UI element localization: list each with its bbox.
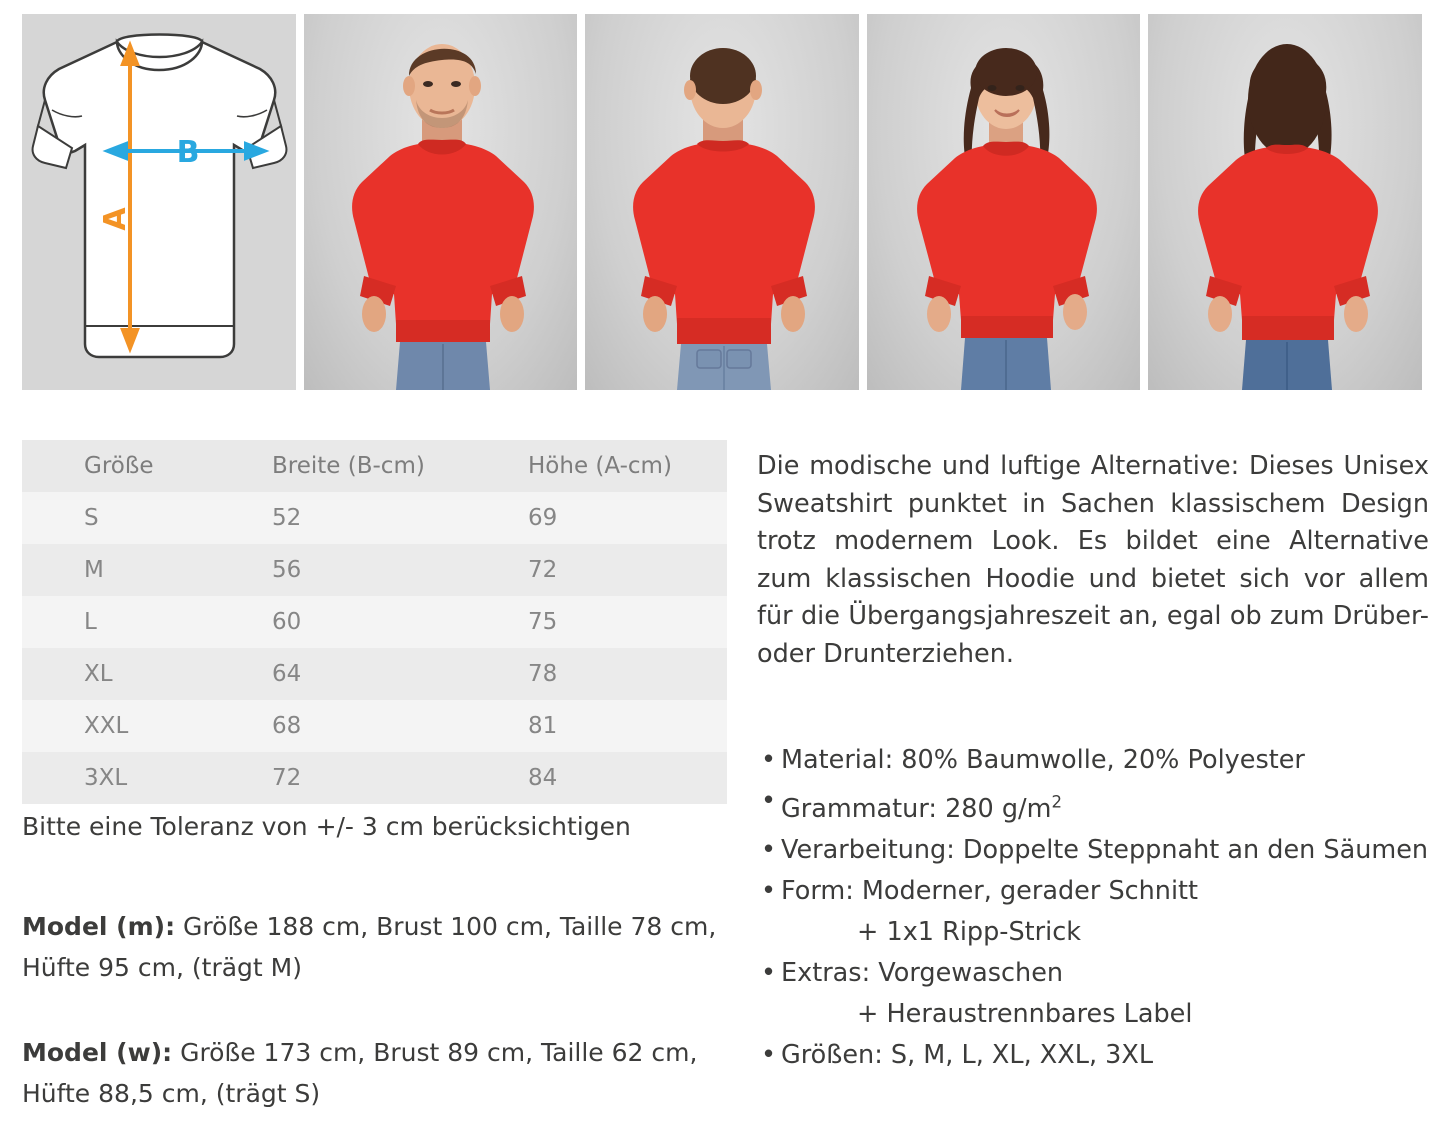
feature-item: • Material: 80% Baumwolle, 20% Polyester xyxy=(757,740,1437,781)
cell-height: 72 xyxy=(528,557,558,583)
cell-height: 75 xyxy=(528,609,558,635)
product-image-gallery xyxy=(22,14,1422,390)
gallery-item-model-female-front xyxy=(867,14,1141,390)
model-male-text: Größe 188 cm, Brust 100 cm, Taille 78 cm, Hüfte 95 cm, (trägt M) xyxy=(22,912,717,982)
header-size: Größe xyxy=(84,453,154,479)
header-width: Breite (B-cm) xyxy=(272,453,425,479)
gallery-item-technical-drawing xyxy=(22,14,296,390)
product-features xyxy=(757,740,1437,1076)
header-height: Höhe (A-cm) xyxy=(528,453,672,479)
gallery-item-model-female-back xyxy=(1148,14,1422,390)
feature-subitem: + Heraustrennbares Label xyxy=(857,998,1193,1029)
feature-item: • Form: Moderner, gerader Schnitt xyxy=(757,871,1437,912)
cell-width: 52 xyxy=(272,505,302,531)
table-row xyxy=(22,544,727,596)
technical-drawing-illustration xyxy=(22,14,296,390)
cell-size: L xyxy=(84,609,97,635)
cell-width: 60 xyxy=(272,609,302,635)
model-female-back-illustration xyxy=(1148,14,1422,390)
cell-width: 72 xyxy=(272,765,302,791)
tolerance-note: Bitte eine Toleranz von +/- 3 cm berücksichtigen xyxy=(22,812,631,841)
gallery-item-model-male-front xyxy=(304,14,578,390)
model-female-measurements xyxy=(22,1032,722,1114)
cell-height: 78 xyxy=(528,661,558,687)
cell-size: XL xyxy=(84,661,113,687)
model-female-front-illustration xyxy=(867,14,1141,390)
gallery-item-model-male-back xyxy=(585,14,859,390)
cell-height: 84 xyxy=(528,765,558,791)
cell-height: 81 xyxy=(528,713,558,739)
cell-width: 64 xyxy=(272,661,302,687)
feature-item xyxy=(757,781,1437,830)
model-male-measurements xyxy=(22,906,722,988)
model-male-label: Model (m): xyxy=(22,912,176,941)
cell-height: 69 xyxy=(528,505,558,531)
model-male-back-illustration xyxy=(585,14,859,390)
model-female-text: Größe 173 cm, Brust 89 cm, Taille 62 cm, Hüfte 88,5 cm, (trägt S) xyxy=(22,1038,698,1108)
cell-size: S xyxy=(84,505,99,531)
feature-grammatur-text: Grammatur: 280 $g/m^2$ xyxy=(781,792,1063,824)
table-row xyxy=(22,492,727,544)
table-row xyxy=(22,648,727,700)
feature-subitem: + 1x1 Ripp-Strick xyxy=(857,916,1082,947)
product-description: Die modische und luftige Alternative: Dieses Unisex Sweatshirt punktet in Sachen klassischem Design trotz modernem Look. Es bildet eine Alternative zum klassischen Hoodie und bietet sich vor allem für die Übergangsjahreszeit an, egal ob zum Drüber- oder Drunterziehen. xyxy=(757,451,1429,669)
feature-item: • Extras: Vorgewaschen xyxy=(757,953,1437,994)
table-row xyxy=(22,596,727,648)
cell-width: 56 xyxy=(272,557,302,583)
measure-label-a: A xyxy=(98,207,133,231)
model-male-front-illustration xyxy=(304,14,578,390)
table-row xyxy=(22,752,727,804)
cell-width: 68 xyxy=(272,713,302,739)
feature-item: • Größen: S, M, L, XL, XXL, 3XL xyxy=(757,1035,1437,1076)
table-header-row xyxy=(22,440,727,492)
cell-size: M xyxy=(84,557,104,583)
size-table xyxy=(22,440,727,804)
table-row xyxy=(22,700,727,752)
cell-size: 3XL xyxy=(84,765,128,791)
cell-size: XXL xyxy=(84,713,129,739)
feature-item: • Verarbeitung: Doppelte Steppnaht an den Säumen xyxy=(757,830,1437,871)
model-female-label: Model (w): xyxy=(22,1038,173,1067)
measure-label-b: B xyxy=(176,135,200,170)
